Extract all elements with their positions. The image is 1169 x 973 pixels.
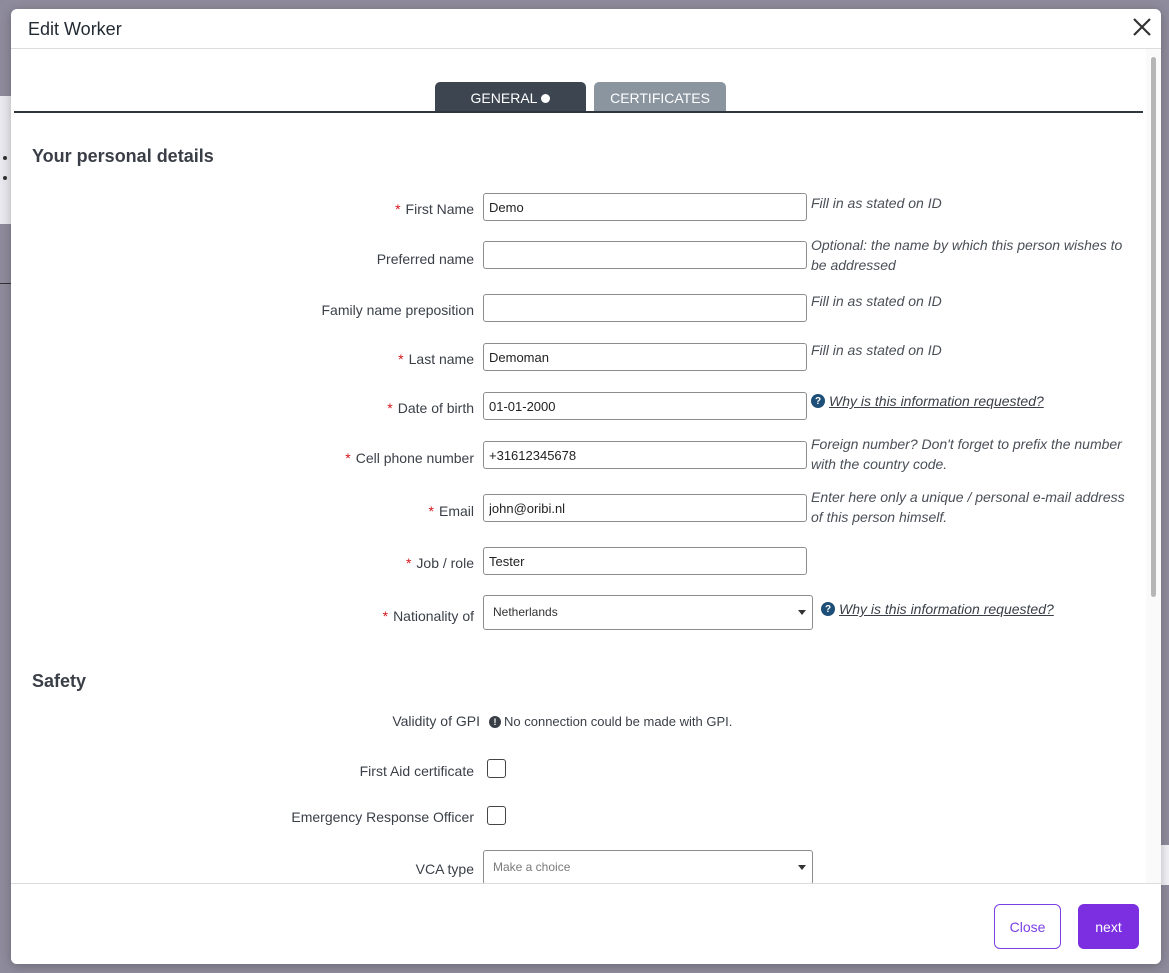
required-marker: * bbox=[428, 503, 434, 519]
preferred-name-input[interactable] bbox=[483, 241, 807, 269]
status-dot-icon bbox=[541, 94, 550, 103]
ero-label: Emergency Response Officer bbox=[291, 809, 474, 825]
family-preposition-label: Family name preposition bbox=[321, 302, 474, 318]
nationality-value: Netherlands bbox=[493, 605, 558, 619]
close-icon[interactable] bbox=[1129, 14, 1155, 40]
job-label: * Job / role bbox=[405, 555, 474, 571]
first-aid-label: First Aid certificate bbox=[359, 763, 474, 779]
edit-worker-modal bbox=[11, 9, 1161, 964]
tab-certificates[interactable] bbox=[594, 82, 726, 113]
help-icon: ? bbox=[821, 602, 835, 616]
tab-general-label: GENERAL bbox=[470, 89, 538, 106]
caret-down-icon bbox=[798, 610, 806, 615]
first-name-label: * First Name bbox=[395, 201, 474, 217]
dob-help-link[interactable]: Why is this information requested? bbox=[829, 393, 1044, 409]
job-input[interactable] bbox=[483, 547, 807, 575]
gpi-label: Validity of GPI bbox=[392, 713, 480, 729]
first-name-hint: Fill in as stated on ID bbox=[811, 195, 942, 211]
tab-general[interactable] bbox=[435, 82, 586, 113]
required-marker: * bbox=[382, 608, 389, 624]
phone-hint: Foreign number? Don't forget to prefix the number with the country code. bbox=[811, 436, 1122, 472]
tab-certificates-label: CERTIFICATES bbox=[610, 89, 710, 106]
dob-help bbox=[811, 393, 1044, 409]
family-preposition-input[interactable] bbox=[483, 294, 807, 322]
gpi-message bbox=[489, 714, 732, 729]
tab-bar bbox=[11, 82, 1146, 113]
first-aid-checkbox[interactable] bbox=[487, 759, 506, 778]
preferred-name-hint: Optional: the name by which this person wishes to be addressed bbox=[811, 237, 1123, 273]
close-button[interactable]: Close bbox=[994, 904, 1061, 949]
modal-header bbox=[11, 9, 1161, 49]
last-name-label: * Last name bbox=[398, 351, 474, 367]
first-name-input[interactable] bbox=[483, 193, 807, 221]
modal-scrollbar[interactable] bbox=[1146, 49, 1161, 883]
nationality-help-link[interactable]: Why is this information requested? bbox=[839, 601, 1054, 617]
caret-down-icon bbox=[798, 865, 806, 870]
next-button[interactable]: next bbox=[1078, 904, 1139, 949]
vca-select[interactable] bbox=[483, 850, 813, 883]
dob-label: * Date of birth bbox=[387, 400, 474, 416]
email-hint: Enter here only a unique / personal e-mail address of this person himself. bbox=[811, 489, 1125, 525]
bullet bbox=[3, 156, 7, 160]
tab-underline bbox=[14, 111, 1143, 113]
required-marker: * bbox=[405, 555, 412, 571]
vca-label: VCA type bbox=[415, 861, 474, 877]
required-marker: * bbox=[345, 450, 351, 466]
last-name-hint: Fill in as stated on ID bbox=[811, 342, 942, 358]
section-title-safety: Safety bbox=[32, 671, 87, 691]
ero-checkbox[interactable] bbox=[487, 806, 506, 825]
help-icon: ? bbox=[811, 394, 825, 408]
vca-placeholder: Make a choice bbox=[493, 860, 571, 874]
nationality-help bbox=[821, 601, 1054, 617]
email-label: * Email bbox=[428, 503, 474, 519]
nationality-label: * Nationality of bbox=[382, 608, 474, 624]
scrollbar-thumb[interactable] bbox=[1151, 57, 1156, 597]
dob-input[interactable] bbox=[483, 392, 807, 420]
modal-title: Edit Worker bbox=[28, 19, 122, 39]
modal-footer bbox=[11, 883, 1161, 964]
required-marker: * bbox=[387, 400, 393, 416]
phone-input[interactable] bbox=[483, 441, 807, 469]
info-icon: ! bbox=[489, 716, 501, 728]
family-preposition-hint: Fill in as stated on ID bbox=[811, 293, 942, 309]
section-title-personal: Your personal details bbox=[32, 146, 214, 166]
nationality-select[interactable] bbox=[483, 595, 813, 630]
phone-label: * Cell phone number bbox=[345, 450, 474, 466]
bullet bbox=[3, 176, 7, 180]
last-name-input[interactable] bbox=[483, 343, 807, 371]
required-marker: * bbox=[395, 201, 401, 217]
gpi-message-text: No connection could be made with GPI. bbox=[504, 714, 733, 729]
preferred-name-label: Preferred name bbox=[376, 251, 474, 267]
required-marker: * bbox=[398, 351, 404, 367]
modal-body bbox=[11, 49, 1146, 883]
email-input[interactable] bbox=[483, 494, 807, 522]
